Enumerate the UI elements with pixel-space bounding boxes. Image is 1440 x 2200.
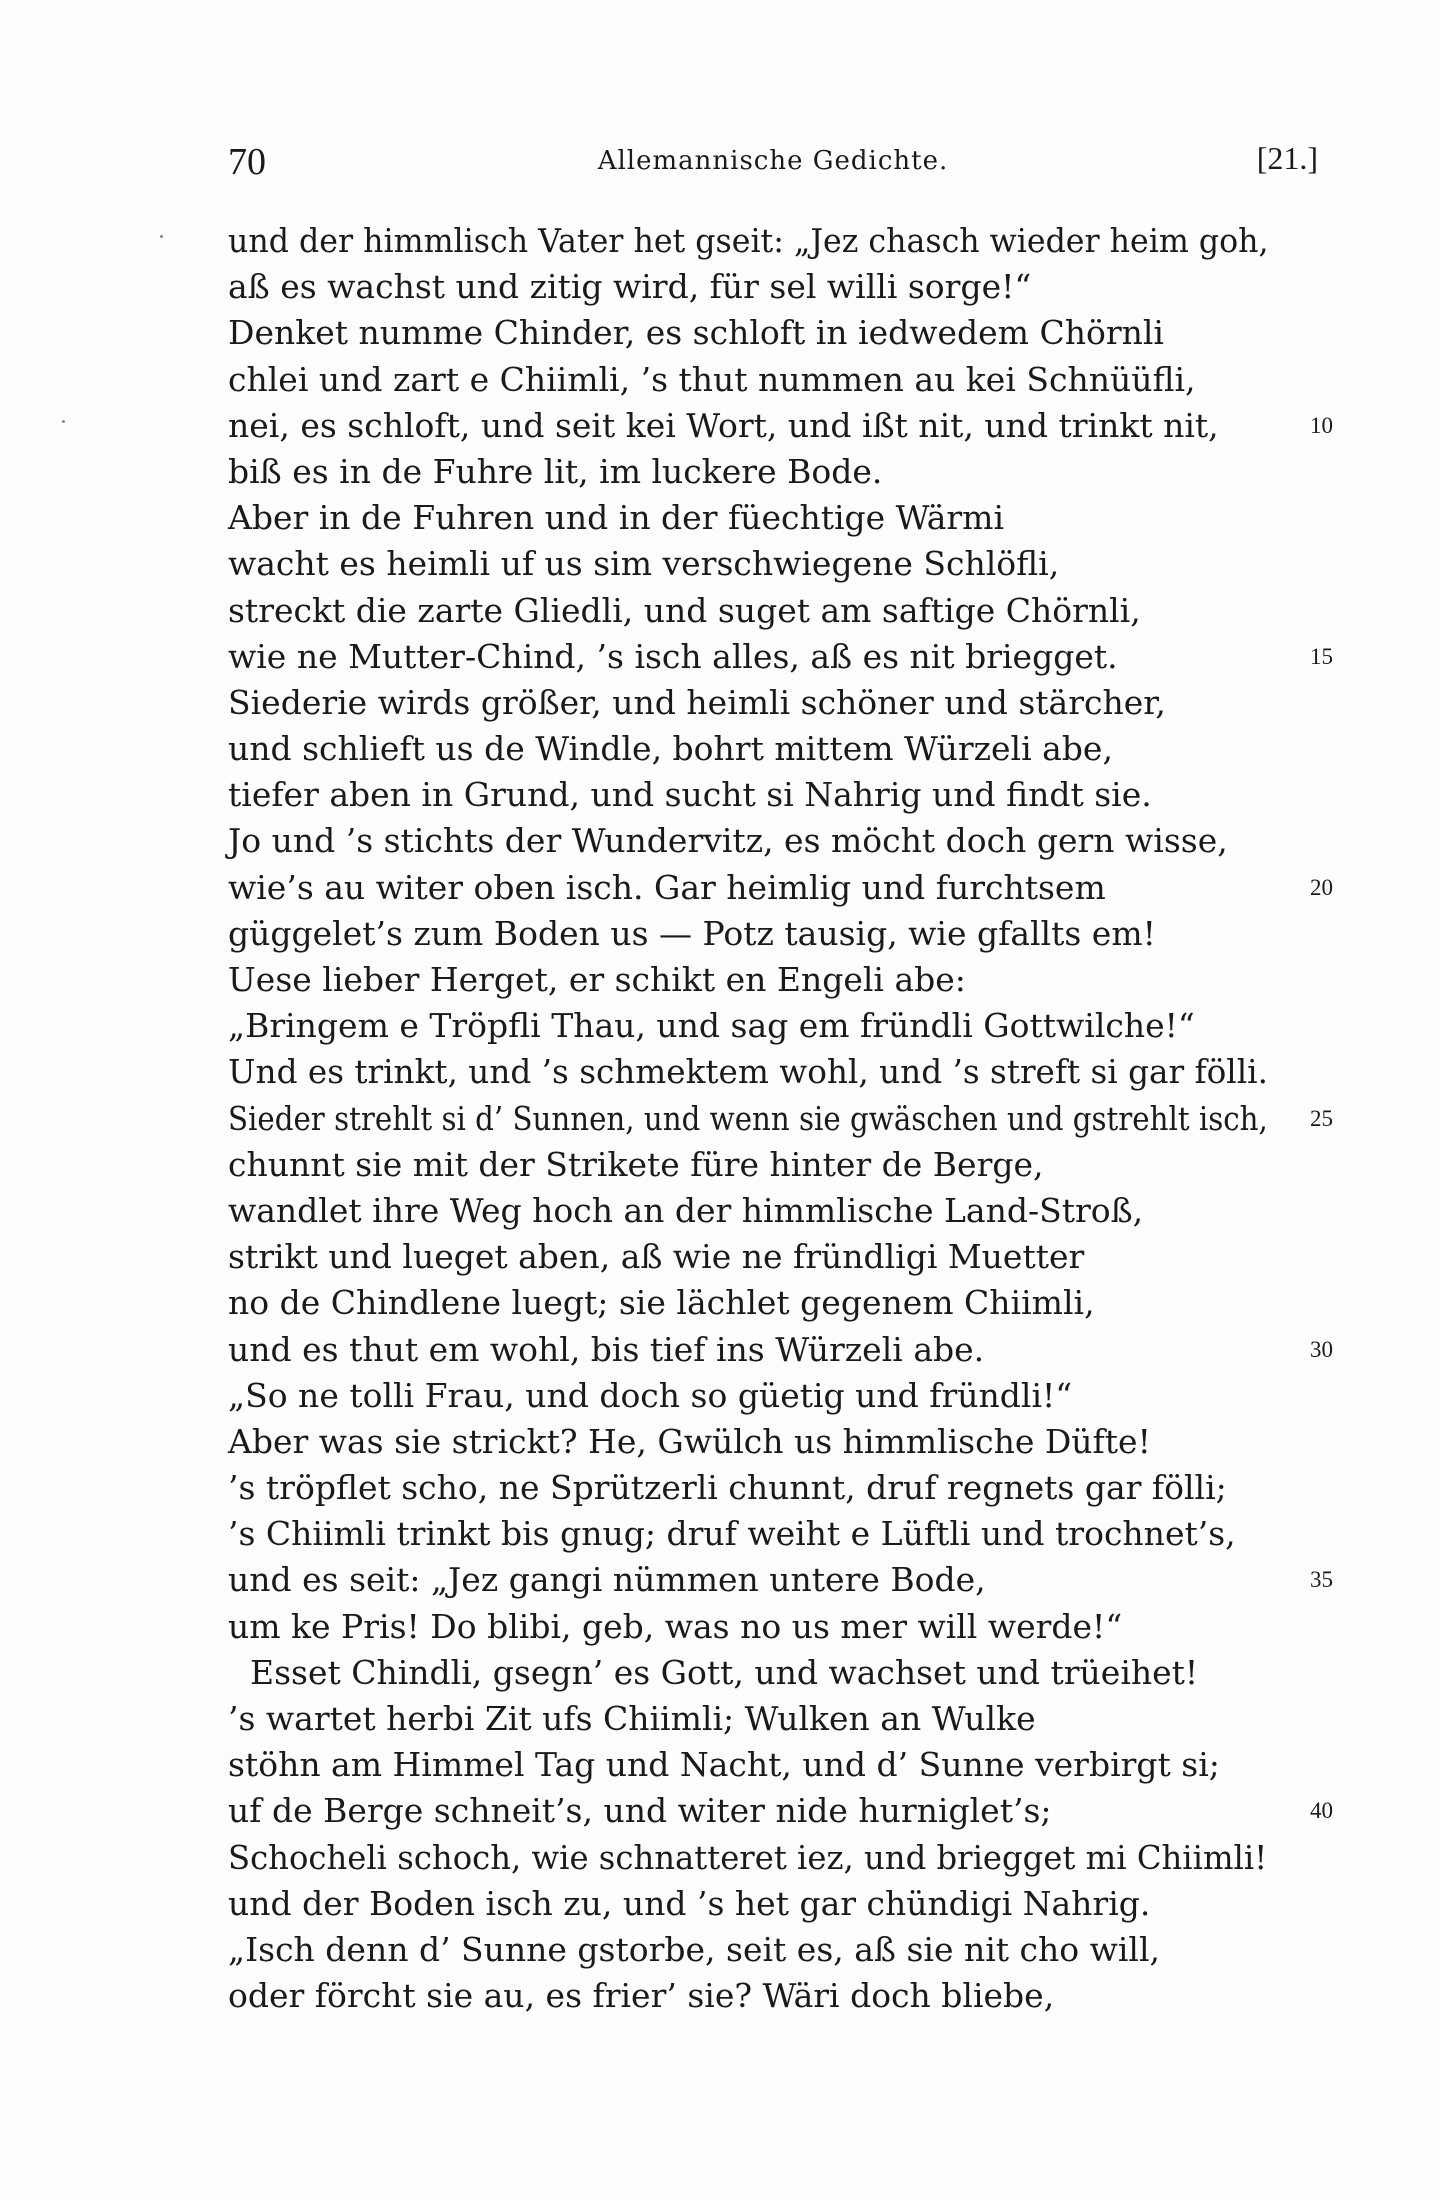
poem-line xyxy=(228,1327,1348,1373)
poem-line-text: wandlet ihre Weg hoch an der himmlische Land-Stroß, xyxy=(228,1190,1144,1230)
poem-line-text: Und es trinkt, und ’s schmektem wohl, und ’s streft si gar fölli. xyxy=(228,1052,1268,1092)
poem-line xyxy=(228,1835,1348,1881)
page-number: 70 xyxy=(228,141,266,183)
poem-line xyxy=(228,1096,1348,1142)
poem-line-text: no de Chindlene luegt; sie lächlet gegenem Chiimli, xyxy=(228,1283,1095,1323)
line-number: 25 xyxy=(1310,1105,1333,1131)
poem-line xyxy=(228,1650,1348,1696)
poem-line xyxy=(228,1188,1348,1234)
line-number: 35 xyxy=(1310,1567,1333,1593)
poem-line xyxy=(228,403,1348,449)
sheet-signature: [21.] xyxy=(1256,140,1318,176)
poem-line-text: nei, es schloft, und seit kei Wort, und ißt nit, und trinkt nit, xyxy=(228,405,1219,445)
poem-line xyxy=(228,1465,1348,1511)
poem-line xyxy=(228,1742,1348,1788)
poem-line-text: wacht es heimli uf us sim verschwiegene Schlöfli, xyxy=(228,544,1060,584)
poem-line-text: chunnt sie mit der Strikete füre hinter de Berge, xyxy=(228,1144,1044,1184)
poem-line-text: Jo und ’s stichts der Wundervitz, es möcht doch gern wisse, xyxy=(228,821,1228,861)
poem-line-text: ’s Chiimli trinkt bis gnug; druf weiht e Lüftli und trochnet’s, xyxy=(228,1514,1236,1554)
poem-line xyxy=(228,1788,1348,1834)
poem-line xyxy=(228,1234,1348,1280)
line-number: 10 xyxy=(1310,412,1333,438)
poem-line-text: biß es in de Fuhre lit, im luckere Bode. xyxy=(228,451,883,491)
poem-line-text: um ke Pris! Do blibi, geb, was no us mer will werde!“ xyxy=(228,1606,1123,1646)
poem-line-text: „Bringem e Tröpfli Thau, und sag em fründli Gottwilche!“ xyxy=(228,1006,1195,1046)
line-number: 40 xyxy=(1310,1798,1333,1824)
line-number: 15 xyxy=(1310,643,1333,669)
poem-line xyxy=(228,726,1348,772)
poem-line-text: uf de Berge schneit’s, und witer nide hurniglet’s; xyxy=(228,1791,1052,1831)
poem-line-text: und es thut em wohl, bis tief ins Würzeli abe. xyxy=(228,1329,985,1369)
poem-line xyxy=(228,1003,1348,1049)
poem-line-text: ’s wartet herbi Zit ufs Chiimli; Wulken an Wulke xyxy=(228,1699,1036,1738)
poem-line-text: güggelet’s zum Boden us — Potz tausig, wie gfallts em! xyxy=(228,913,1156,953)
poem-line xyxy=(228,1927,1348,1973)
poem-line xyxy=(228,680,1348,726)
poem-line xyxy=(228,264,1348,310)
poem-line xyxy=(228,957,1348,1003)
poem-line-text: Sieder strehlt si d’ Sunnen, und wenn sie gwäschen und gstrehlt isch, xyxy=(228,1098,1268,1138)
poem-line-text: und es seit: „Jez gangi nümmen untere Bode, xyxy=(228,1560,986,1600)
poem-line-text: tiefer aben in Grund, und sucht si Nahrig und findt sie. xyxy=(228,775,1152,815)
poem-line-text: Schocheli schoch, wie schnatteret iez, und briegget mi Chiimli! xyxy=(228,1837,1268,1877)
poem-line-text: chlei und zart e Chiimli, ’s thut nummen au kei Schnüüfli, xyxy=(228,359,1196,399)
poem-line xyxy=(228,495,1348,541)
poem-line xyxy=(228,1881,1348,1927)
poem-text xyxy=(228,218,1348,2019)
poem-line xyxy=(228,1280,1348,1326)
poem-line xyxy=(228,772,1348,818)
poem-line xyxy=(228,1419,1348,1465)
poem-line xyxy=(228,218,1348,264)
poem-line xyxy=(228,1511,1348,1557)
poem-line-text: und der himmlisch Vater het gseit: „Jez chasch wieder heim goh, xyxy=(228,221,1269,260)
poem-line xyxy=(228,588,1348,634)
poem-line-text: streckt die zarte Gliedli, und suget am saftige Chörnli, xyxy=(228,590,1141,630)
poem-line xyxy=(228,818,1348,864)
poem-line xyxy=(228,1696,1348,1742)
poem-line xyxy=(228,865,1348,911)
poem-line-text: Denket numme Chinder, es schloft in iedwedem Chörnli xyxy=(228,313,1164,353)
poem-line xyxy=(228,449,1348,495)
poem-line xyxy=(228,357,1348,403)
line-number: 20 xyxy=(1310,874,1333,900)
poem-line xyxy=(228,310,1348,356)
poem-line xyxy=(228,1373,1348,1419)
poem-line xyxy=(228,634,1348,680)
poem-line xyxy=(228,1557,1348,1603)
poem-line-text: ’s tröpflet scho, ne Sprützerli chunnt, druf regnets gar fölli; xyxy=(228,1468,1227,1508)
poem-line xyxy=(228,1049,1348,1095)
poem-line-text: wie ne Mutter-Chind, ’s isch alles, aß es nit briegget. xyxy=(228,636,1118,676)
poem-line-text: oder förcht sie au, es frier’ sie? Wäri doch bliebe, xyxy=(228,1976,1055,2016)
poem-line-text: stöhn am Himmel Tag und Nacht, und d’ Sunne verbirgt si; xyxy=(228,1745,1220,1785)
paper-speck xyxy=(160,235,163,238)
poem-line xyxy=(228,1142,1348,1188)
poem-line-text: aß es wachst und zitig wird, für sel willi sorge!“ xyxy=(228,267,1032,307)
poem-line-text: und der Boden isch zu, und ’s het gar chündigi Nahrig. xyxy=(228,1883,1151,1923)
poem-line-text: Siederie wirds größer, und heimli schöner und stärcher, xyxy=(228,682,1166,722)
line-number: 30 xyxy=(1310,1336,1333,1362)
poem-line-text: Esset Chindli, gsegn’ es Gott, und wachset und trüeihet! xyxy=(250,1652,1199,1692)
poem-line xyxy=(228,911,1348,957)
poem-line-text: Aber in de Fuhren und in der füechtige Wärmi xyxy=(228,498,1005,538)
poem-line xyxy=(228,541,1348,587)
poem-line-text: wie’s au witer oben isch. Gar heimlig und furchtsem xyxy=(228,867,1106,907)
poem-line-text: strikt und lueget aben, aß wie ne fründligi Muetter xyxy=(228,1237,1085,1277)
poem-line-text: und schlieft us de Windle, bohrt mittem Würzeli abe, xyxy=(228,729,1113,769)
poem-line-text: Uese lieber Herget, er schikt en Engeli abe: xyxy=(228,960,966,999)
poem-line-text: Aber was sie strickt? He, Gwülch us himmlische Düfte! xyxy=(228,1421,1151,1461)
page-header xyxy=(228,140,1318,190)
poem-line xyxy=(228,1973,1348,2019)
paper-speck xyxy=(62,420,65,423)
poem-line-text: „So ne tolli Frau, und doch so güetig und fründli!“ xyxy=(228,1375,1073,1415)
running-title: Allemannische Gedichte. xyxy=(597,146,949,176)
poem-line xyxy=(228,1604,1348,1650)
poem-line-text: „Isch denn d’ Sunne gstorbe, seit es, aß sie nit cho will, xyxy=(228,1929,1161,1969)
